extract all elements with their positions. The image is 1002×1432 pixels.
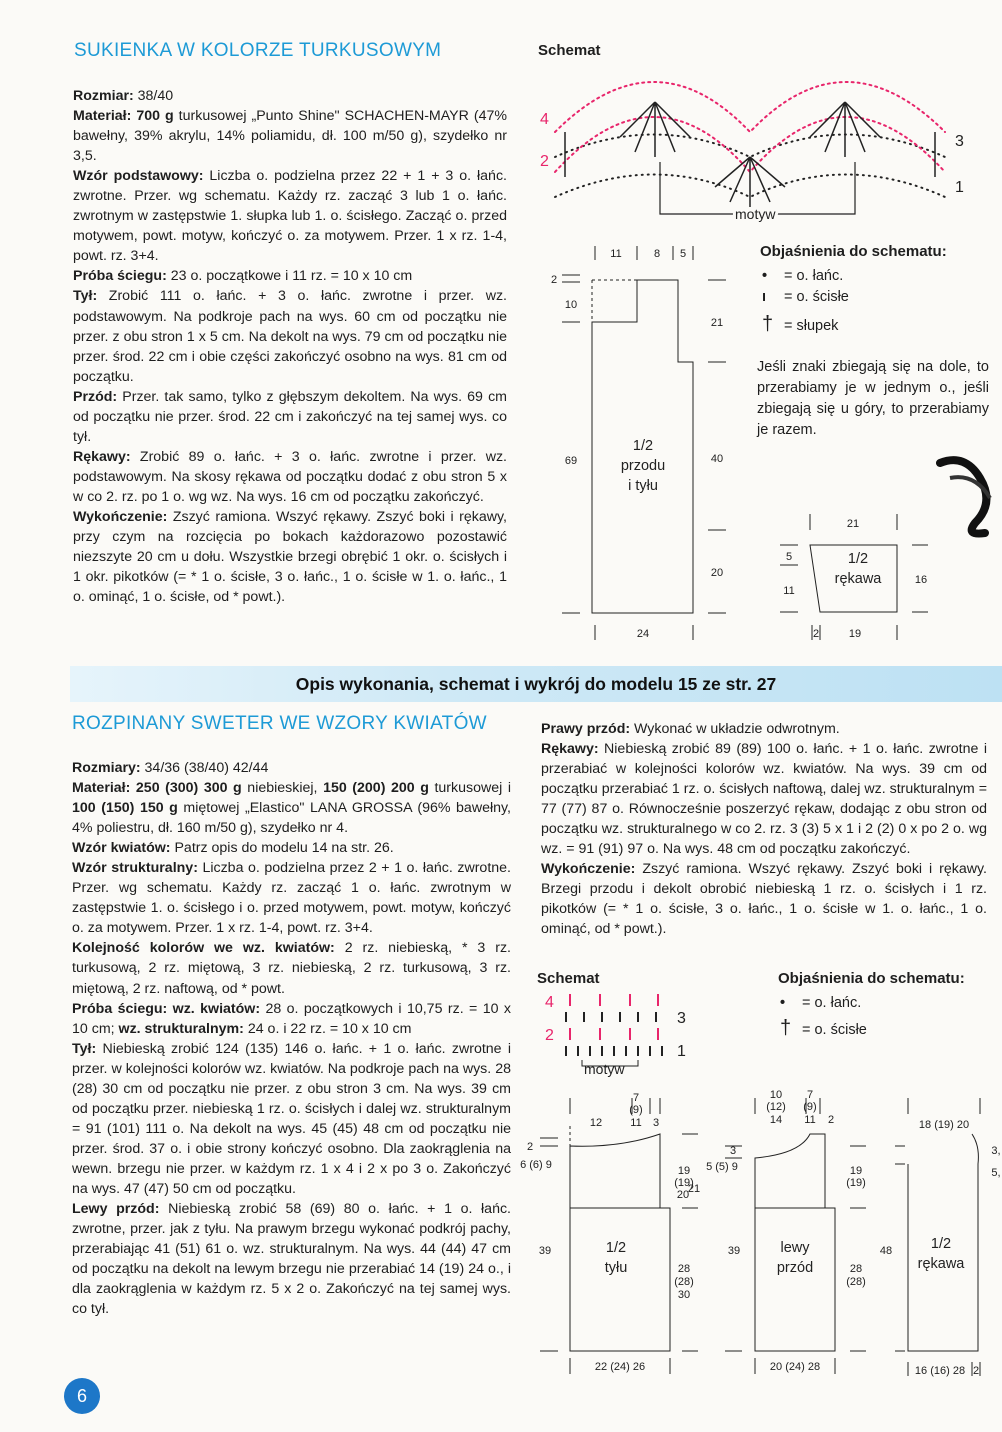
- piece-label: 1/2: [930, 1236, 952, 1252]
- paragraph: Materiał: 700 g turkusowej „Punto Shine" SCHACHEN-MAYR (47% bawełny, 39% akrylu, 14% poliamidu, dł. 100 m/50 g), szydełko nr 3,5.: [73, 108, 507, 165]
- pattern-pieces-dress: [540, 240, 940, 645]
- dimension-label: 21: [687, 1183, 701, 1195]
- dimension-label: 7: [632, 1092, 640, 1104]
- dimension-label: (28): [846, 1276, 866, 1288]
- legend-title: Objaśnienia do schematu:: [778, 970, 965, 987]
- legend-title: Objaśnienia do schematu:: [760, 243, 947, 260]
- dimension-label: (19): [846, 1177, 866, 1189]
- dimension-label: 14: [769, 1114, 783, 1126]
- piece-label: przodu: [620, 458, 666, 474]
- piece-label: tyłu: [604, 1260, 628, 1276]
- dimension-label: 19: [849, 1165, 863, 1177]
- dress-instructions: [73, 86, 507, 607]
- dimension-label: 39: [727, 1245, 741, 1257]
- paragraph: Rękawy: Niebieską zrobić 89 (89) 100 o. łańc. + 1 o. łańc. zwrotne i przerabiać w kolejności kolorów wz. kwiatów. Na wys. 39 cm od początku przerabiać 1 rz. o. ścisłych naftową, dalej wz. strukturalnym = 77 (77) 87 o. Równocześnie poszerzyć rękaw, dodając z obu stron od początku wz. strukturalnego w co 2. rz. 3 (3) 5 x 1 i 2 (2) 0 x po 2 o. wg wz. = 91 (91) 97 o. Na wys. 48 cm od początku zakończyć.: [541, 741, 987, 858]
- dimension-label: (9): [803, 1101, 817, 1113]
- legend-note: Jeśli znaki zbiegają się na dole, to przerabiamy je w jednym o., jeśli zbiegają się u góry, to przerabiamy je razem.: [757, 359, 989, 438]
- dimension-label: (12): [766, 1101, 786, 1113]
- paragraph: Przód: Przer. tak samo, tylko z głębszym dekoltem. Na wys. 69 cm od początku nie przer. środ. 22 cm i zakończyć na tej samej wys. co tył.: [73, 388, 507, 445]
- page-number: 6: [64, 1378, 100, 1414]
- piece-label: przód: [776, 1260, 814, 1276]
- legend-item: † = o. ścisłe: [780, 1017, 867, 1039]
- dimension-label: 2: [812, 628, 820, 640]
- legend-item: ı = o. ścisłe: [762, 289, 849, 305]
- dimension-label: 69: [564, 455, 578, 467]
- dimension-label: (19): [674, 1177, 694, 1189]
- cardigan-instructions-right: [541, 719, 987, 940]
- paragraph: Wzór podstawowy: Liczba o. podzielna przez 22 + 1 + 3 o. łańc. zwrotne. Przer. wg schematu. Każdy rz. zacząć 3 lub 1 o. łańc. zwrotnym w zastępstwie 1. słupka lub 1. o. ścisłego. Zacząć o. przed motywem, powt. motyw, kończyć o. za motywem. Przer. 1 x rz. 1-4, powt. rz. 3+4.: [73, 168, 507, 265]
- paragraph: Rękawy: Zrobić 89 o. łańc. + 3 o. łańc. zwrotne i przer. wz. podstawowym. Na skosy rękawa od początku dodać z obu stron 5 x w co 2. rz. po 1 o. wg wz. Na wys. 16 cm od początku zakończyć.: [73, 448, 507, 505]
- dimension-label: 28: [849, 1263, 863, 1275]
- dimension-label: 11: [783, 585, 795, 597]
- dimension-label: 3,: [991, 1145, 1001, 1157]
- dimension-label: 10: [564, 299, 578, 311]
- legend-item: • = o. łańc.: [762, 268, 844, 284]
- paragraph: Próba ściegu: 23 o. początkowe i 11 rz. = 10 x 10 cm: [73, 268, 413, 285]
- article-title-dress: SUKIENKA W KOLORZE TURKUSOWYM: [74, 40, 442, 61]
- piece-label: lewy: [780, 1240, 810, 1256]
- dimension-label: 16 (16) 28: [914, 1365, 966, 1377]
- pattern-pieces-cardigan: [510, 1086, 1002, 1386]
- dimension-label: 16: [914, 574, 928, 586]
- legend-item: † = słupek: [762, 313, 839, 335]
- dimension-label: 5: [785, 551, 793, 563]
- paragraph: Tył: Niebieską zrobić 124 (135) 146 o. łańc. + 1 o. łańc. zwrotne i przer. w kolejności kolorów wz. kwiatów. Na podkroje pach na wys. 28 (28) 30 cm od początku nie przer. z obu stron 3 cm. Na wys. 39 cm od początku przer. niebieską 1 rz. o. ścisłych i dalej wz. strukturalnym = 91 (101) 111 o. Na dekolt na wys. 45 (45) 48 cm od początku nie przer. środ. 37 o. i obie strony kończyć osobno. Dla zaokrąglenia na wewn. brzegu nie przer. w każdym rz. 1 x 4 i 2 x po 3 o. Zakończyć na wys. 47 (47) 50 cm od początku.: [72, 1040, 511, 1197]
- piece-label: rękawa: [834, 571, 882, 587]
- dimension-label: 21: [846, 518, 860, 530]
- legend-item: • = o. łańc.: [780, 995, 862, 1011]
- dimension-label: 7: [806, 1089, 814, 1101]
- dimension-label: 28: [677, 1263, 691, 1275]
- row-number: 2: [540, 153, 549, 170]
- paragraph: Rozmiar: 38/40: [73, 88, 174, 104]
- dimension-label: 10: [769, 1089, 783, 1101]
- dimension-label: 24: [636, 628, 650, 640]
- row-number: 4: [540, 111, 549, 128]
- dimension-label: 5,: [991, 1167, 1001, 1179]
- dimension-label: 2: [526, 1141, 534, 1153]
- dimension-label: 2: [550, 274, 558, 286]
- paragraph: Wykończenie: Zszyć ramiona. Wszyć rękawy. Zszyć boki i rękawy. Brzegi przodu i dekolt obrobić niebieską 1 rz. o. ścisłych i 1 rz. pikotków (= * 1 o. ścisłe, 3 o. łańc., 1 o. ścisłe w 1. o. łańc., 1 o. ominąć, od * powt.).: [541, 861, 987, 938]
- paragraph: Wzór strukturalny: Liczba o. podzielna przez 2 + 1 o. łańc. zwrotne. Przer. wg schematu. Każdy rz. zacząć 1 o. łańc. zwrotnym w zastępstwie 1. o. ścisłego i o. przed motywem, powt. motyw, kończyć o. za motywem. Przer. 1 x rz. 1-4, powt. rz. 3+4.: [72, 860, 511, 937]
- piece-label: 1/2: [605, 1240, 627, 1256]
- dimension-label: 11: [610, 248, 622, 260]
- row-number: 2: [545, 1027, 554, 1044]
- motif-label: motyw: [584, 1061, 625, 1077]
- dimension-label: 5 (5) 9: [706, 1161, 738, 1173]
- dimension-label: (28): [674, 1276, 694, 1288]
- schema-title: Schemat: [538, 42, 601, 59]
- paragraph: Rozmiary: 34/36 (38/40) 42/44: [72, 760, 269, 776]
- row-number: 3: [955, 133, 964, 150]
- piece-label: 1/2: [847, 551, 869, 567]
- dimension-label: 22 (24) 26: [594, 1361, 646, 1373]
- paragraph: Lewy przód: Niebieską zrobić 58 (69) 80 o. łańc. + 1 o. łańc. zwrotne, przer. jak z tyłu. Na prawym brzegu wykonać podkrój pachy, przerabiając 41 (51) 61 o. wz. strukturalnym. Na wys. 44 (44) 47 cm od początku na dekolt na lewym brzegu nie przerabiać 14 (19) 24 o., i dla zaokrąglenia w każdym rz. 5 x 2 o. Zakończyć na tej samej wys. co tył.: [72, 1201, 512, 1318]
- paragraph: Kolejność kolorów we wz. kwiatów: 2 rz. niebieską, * 3 rz. turkusową, 2 rz. miętową, 3 rz. niebieską, 2 rz. turkusową, 3 rz. miętową, 2 rz. naftową, od * powt.: [72, 940, 511, 997]
- row-number: 3: [677, 1010, 686, 1027]
- piece-label: 1/2: [632, 438, 654, 454]
- article-title-cardigan: ROZPINANY SWETER WE WZORY KWIATÓW: [72, 713, 487, 734]
- dimension-label: 11: [630, 1117, 642, 1129]
- dimension-label: 19: [677, 1165, 691, 1177]
- cardigan-instructions-left: [72, 758, 511, 1319]
- row-number: 4: [545, 994, 554, 1011]
- row-number: 1: [955, 179, 964, 196]
- dimension-label: 19: [848, 628, 862, 640]
- yarn-icon: [935, 448, 1000, 538]
- dimension-label: 3: [652, 1117, 660, 1129]
- dimension-label: 40: [710, 453, 724, 465]
- dimension-label: 20: [676, 1189, 690, 1201]
- dimension-label: 2: [827, 1114, 835, 1126]
- schema-title: Schemat: [537, 970, 600, 987]
- dimension-label: 3: [729, 1145, 737, 1157]
- paragraph: Materiał: 250 (300) 300 g niebieskiej, 150 (200) 200 g turkusowej i 100 (150) 150 g miętowej „Elastico" LANA GROSSA (96% bawełny, 4% poliestru, dł. 160 m/50 g), szydełko nr 4.: [72, 780, 511, 837]
- motif-label: motyw: [735, 206, 776, 222]
- paragraph: Prawy przód: Wykonać w układzie odwrotnym.: [541, 721, 840, 737]
- stitch-chart-small: [540, 988, 700, 1078]
- piece-label: rękawa: [917, 1256, 965, 1272]
- dimension-label: 20: [710, 567, 724, 579]
- row-number: 1: [677, 1043, 686, 1060]
- dimension-label: 30: [677, 1289, 691, 1301]
- dimension-label: 11: [804, 1114, 816, 1126]
- dimension-label: 18 (19) 20: [918, 1119, 970, 1131]
- paragraph: Próba ściegu: wz. kwiatów: 28 o. początkowych i 10,75 rz. = 10 x 10 cm; wz. strukturalnym: 24 o. i 22 rz. = 10 x 10 cm: [72, 1000, 511, 1037]
- dimension-label: 5: [679, 248, 687, 260]
- legend: [780, 993, 867, 1041]
- paragraph: Tył: Zrobić 111 o. łańc. + 3 o. łańc. zwrotne i przer. wz. podstawowym. Na podkroje pach na wys. 60 cm od początku nie przer. z obu stron 1 x 5 cm. Na dekolt na wys. 79 cm od początku nie przer. środ. 22 cm i obie części zakończyć osobno na wys. 81 cm od początku.: [73, 288, 507, 385]
- dimension-label: 39: [538, 1245, 552, 1257]
- paragraph: Wykończenie: Zszyć ramiona. Wszyć rękawy. Zszyć boki i rękawy, przy czym na rozcięcia po bokach każdorazowo pozostawić niezszyte 20 cm u dołu. Wszystkie brzegi obrębić 1 okr. o. ścisłych i 1 okr. pikotków (= * 1 o. ścisłe, 3 o. łańc., 1 o. ścisłe w 1. o. łańc., 1 o. ominąć, 1 o. ścisłe, od * powt.).: [73, 508, 507, 606]
- dimension-label: 21: [710, 317, 724, 329]
- dimension-label: 6 (6) 9: [520, 1159, 552, 1171]
- piece-label: i tyłu: [628, 478, 658, 494]
- dimension-label: (9): [629, 1104, 643, 1116]
- dimension-label: 8: [653, 248, 661, 260]
- dimension-label: 20 (24) 28: [769, 1361, 821, 1373]
- dimension-label: 12: [589, 1117, 603, 1129]
- stitch-chart: [535, 62, 975, 222]
- dimension-label: 48: [879, 1245, 893, 1257]
- dimension-label: 2: [972, 1365, 980, 1377]
- paragraph: Wzór kwiatów: Patrz opis do modelu 14 na str. 26.: [72, 840, 394, 857]
- section-banner: Opis wykonania, schemat i wykrój do modelu 15 ze str. 27: [70, 666, 1002, 702]
